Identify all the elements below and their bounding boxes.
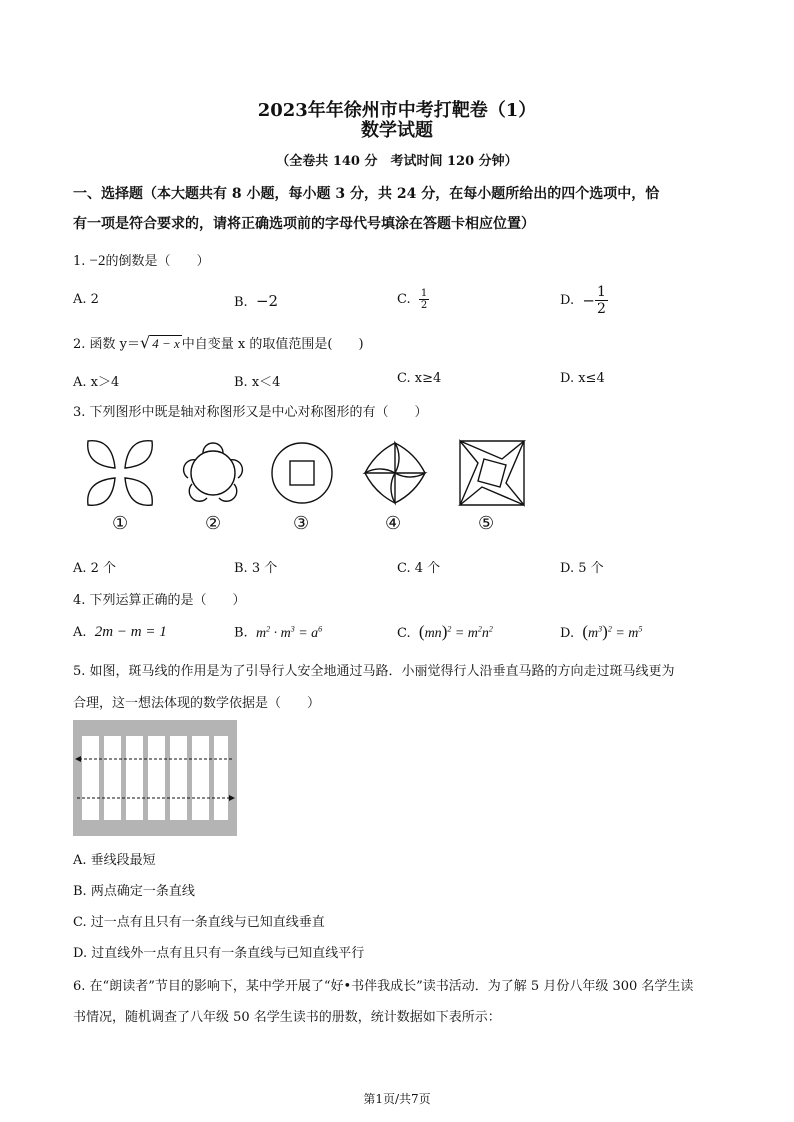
question-6-line1: 6. 在“朗读者”节目的影响下，某中学开展了“好•书伴我成长”读书活动．为了解 5 月份八年级 300 名学生读: [73, 979, 694, 994]
question-1: [73, 250, 210, 270]
q4-d-expression: $(m^3)^2 = m^5$: [582, 622, 643, 641]
figure-coin-icon: [272, 443, 332, 503]
question-3: 3. 下列图形中既是轴对称图形又是中心对称图形的有（ ）: [73, 405, 428, 420]
q5-option-a[interactable]: A. 垂线段最短: [73, 853, 156, 868]
crosswalk-figure: [73, 720, 237, 836]
fraction: $\frac{1}{2}$: [596, 284, 606, 317]
q4-option-d[interactable]: D. $(m^3)^2 = m^5$: [560, 622, 643, 641]
q4-option-b[interactable]: B. $m^2 \cdot m^3 = a^6$: [234, 624, 323, 641]
exam-meta: （全卷共 140 分 考试时间 120 分钟）: [276, 154, 518, 169]
question-number: 1.: [73, 254, 86, 269]
q5-option-b[interactable]: B. 两点确定一条直线: [73, 884, 195, 899]
radicand: 4 − x: [152, 336, 180, 351]
section-heading-line2: 有一项是符合要求的，请将正确选项前的字母代号填涂在答题卡相应位置）: [73, 216, 535, 232]
q1-option-d[interactable]: D. − $\frac{1}{2}$: [560, 284, 606, 317]
q1-option-c[interactable]: C. $\frac{1}{2}$: [397, 288, 428, 311]
page-footer: 第1页/共7页: [363, 1092, 431, 1106]
q3-label-3: ③: [293, 513, 310, 534]
q3-label-2: ②: [205, 513, 222, 534]
q1-text: 的倒数是（ ）: [105, 254, 210, 269]
figure-four-petal-icon: [88, 441, 153, 506]
q3-label-4: ④: [385, 513, 402, 534]
q3-label-1: ①: [112, 513, 129, 534]
sqrt-radical-icon: √: [140, 333, 151, 352]
q4-option-a[interactable]: A. 2m − m = 1: [73, 624, 167, 640]
question-5-line1: 5. 如图，斑马线的作用是为了引导行人安全地通过马路．小丽觉得行人沿垂直马路的方向走过斑马线更为: [73, 664, 675, 679]
question-5-line2: 合理，这一想法体现的数学依据是（ ）: [73, 696, 321, 711]
q1-option-b[interactable]: B. −2: [234, 292, 279, 310]
q2-option-a[interactable]: A. x＞4: [73, 375, 120, 390]
q4-b-expression: $m^2 \cdot m^3 = a^6$: [255, 624, 323, 641]
q5-option-c[interactable]: C. 过一点有且只有一条直线与已知直线垂直: [73, 915, 325, 930]
section-heading-line1: 一、选择题（本大题共有 8 小题，每小题 3 分，共 24 分，在每小题所给出的四个选项中，恰: [73, 186, 660, 202]
q2-option-b[interactable]: B. x＜4: [234, 375, 281, 390]
q4-c-expression: $(mn)^2 = m^2n^2$: [418, 622, 493, 641]
figure-flower-icon: [184, 443, 243, 501]
q3-option-d[interactable]: D. 5 个: [560, 561, 604, 576]
q1-option-a[interactable]: A. 2: [73, 292, 99, 307]
q3-label-5: ⑤: [478, 513, 495, 534]
q1-expression: −2: [89, 253, 106, 269]
q2-option-c[interactable]: C. x≥4: [397, 371, 442, 386]
question-6-line2: 书情况，随机调查了八年级 50 名学生读书的册数，统计数据如下表所示：: [73, 1010, 501, 1025]
question-4: 4. 下列运算正确的是（ ）: [73, 593, 246, 608]
q2-option-d[interactable]: D. x≤4: [560, 371, 605, 386]
q3-option-c[interactable]: C. 4 个: [397, 561, 441, 576]
q3-option-b[interactable]: B. 3 个: [234, 561, 278, 576]
question-2: 2. 函数 y＝√ 4 − x 中自变量 x 的取值范围是( ): [73, 333, 364, 352]
exam-title: 2023年年徐州市中考打靶卷（1）: [257, 100, 537, 121]
figure-pinwheel-icon: [365, 443, 425, 503]
fraction: $\frac{1}{2}$: [420, 288, 428, 311]
figure-triangles-icon: [460, 441, 524, 505]
q5-option-d[interactable]: D. 过直线外一点有且只有一条直线与已知直线平行: [73, 946, 365, 961]
q4-option-c[interactable]: C. $(mn)^2 = m^2n^2$: [397, 622, 493, 641]
q3-option-a[interactable]: A. 2 个: [73, 561, 117, 576]
exam-subject: 数学试题: [361, 120, 433, 141]
